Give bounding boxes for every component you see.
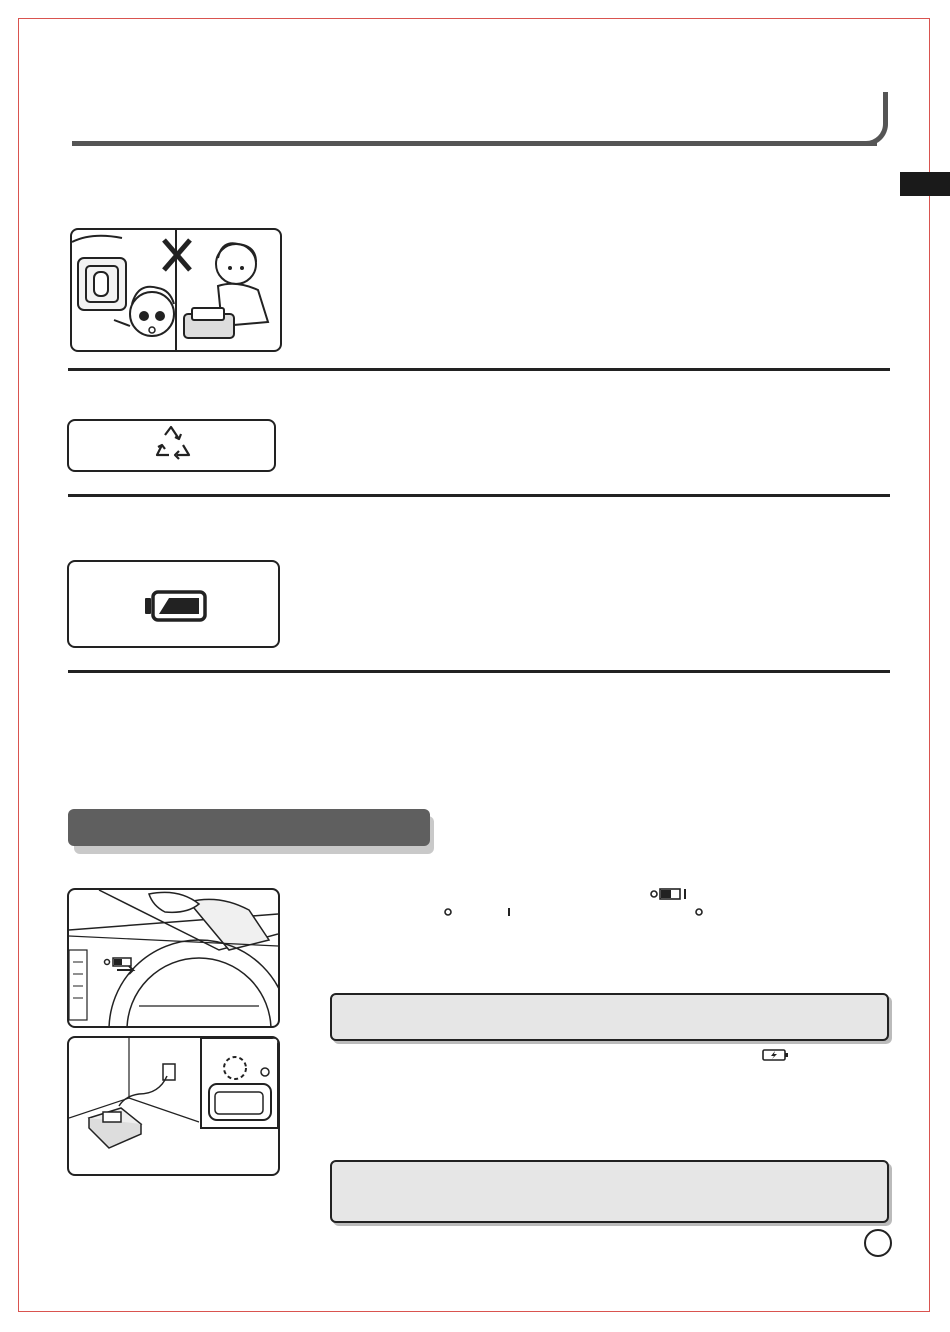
power-switch-illustration [67, 888, 280, 1028]
battery-box [67, 560, 280, 648]
header-rule [72, 141, 877, 146]
off-symbol-icon [694, 907, 704, 917]
section-heading-bar [68, 809, 430, 846]
children-warning-illustration [70, 228, 282, 352]
recycle-box [67, 419, 276, 472]
switch-icon [650, 888, 688, 900]
charging-battery-icon [762, 1048, 790, 1062]
chapter-tab [900, 172, 950, 196]
on-symbol-icon [507, 907, 511, 917]
note-box [330, 993, 889, 1041]
section-divider [68, 670, 890, 673]
charger-plug-illustration [67, 1036, 280, 1176]
off-symbol-icon [443, 907, 453, 917]
section-divider [68, 368, 890, 371]
battery-icon [69, 562, 278, 646]
page-number-circle [864, 1229, 892, 1257]
recycle-icon [69, 421, 274, 470]
note-box [330, 1160, 889, 1223]
section-divider [68, 494, 890, 497]
